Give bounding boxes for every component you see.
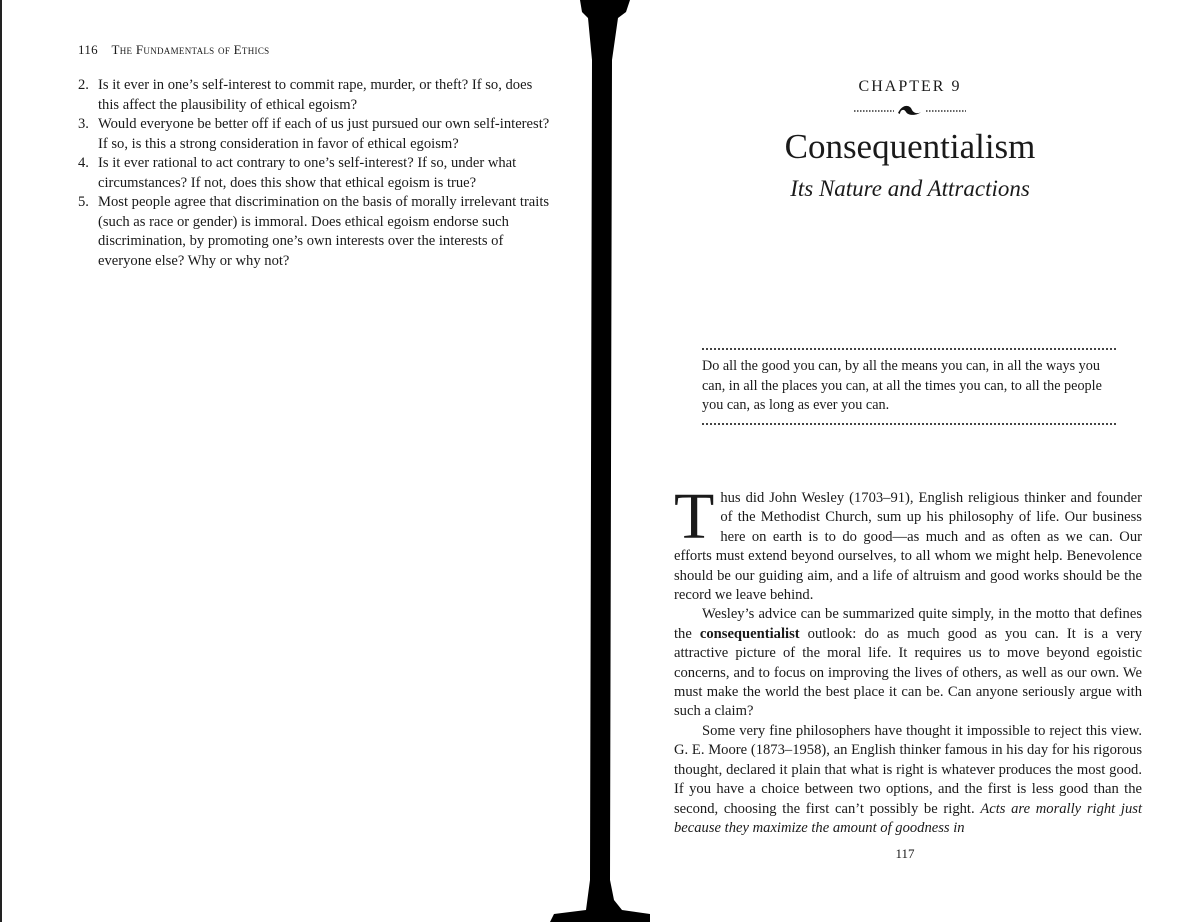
- drop-cap: T: [674, 480, 715, 553]
- question-item: [78, 76, 552, 115]
- question-number: 5.: [78, 194, 89, 210]
- question-number: 4.: [78, 155, 89, 171]
- running-head-title: The Fundamentals of Ethics: [111, 42, 270, 57]
- key-term: consequentialist: [699, 625, 800, 642]
- emphasized-thesis: Acts are morally right just because they maximize the amount of goodness in: [674, 800, 1142, 836]
- question-text: Would everyone be better off if each of us just pursued our own self-interest? If so, is this a strong consideration in favor of ethical egoism?: [98, 116, 550, 152]
- paragraph-text: outlook: do as much good as you can. It is a very attractive picture of the moral life. It requires us to move beyond egoistic concerns, and to focus on improving the lives of others, as well as our own. We must make the world the best place it can be. Can anyone seriously argue with such a claim?: [674, 625, 1143, 720]
- paragraph-text: Some very fine philosophers have thought it impossible to reject this view. G. E. Moore (1873–1958), an English thinker famous in his day for his rigorous thought, declared it plain that what is right is whatever produces the most good. If you have a choice between two options, and the first is less good than the second, choosing the first can’t possibly be right.: [674, 722, 1142, 817]
- question-text: Most people agree that discrimination on the basis of morally irrelevant traits (such as race or gender) is immoral. Does ethical egoism endorse such discrimination, by promoting one’s own interests over the interests of everyone else? Why or why not?: [98, 194, 550, 269]
- question-number: 3.: [78, 116, 89, 132]
- epigraph-bottom-rule: [702, 423, 1116, 425]
- epigraph-top-rule: [702, 348, 1116, 350]
- question-item: [78, 115, 552, 154]
- question-item: [78, 154, 552, 193]
- discussion-questions: [78, 76, 552, 271]
- paragraph-text: hus did John Wesley (1703–91), English religious thinker and founder of the Methodist Church, sum up his philosophy of life. Our business here on earth is to do good—as much and as often as we can. Our efforts must extend beyond ourselves, to all whom we might help. Benevolence should be our guiding aim, and a life of altruism and good works should be the record we leave behind.: [674, 490, 1142, 604]
- right-page-number: 117: [895, 846, 915, 861]
- paragraph: [674, 605, 1142, 721]
- paragraph: [674, 722, 1142, 838]
- chapter-title: Consequentialism: [784, 127, 1036, 166]
- epigraph: Do all the good you can, by all the means you can, in all the ways you can, in all the places you can, at all the times you can, to all the people you can, as long as ever you can.: [702, 358, 1102, 413]
- paragraph: [674, 480, 1142, 605]
- question-item: [78, 193, 552, 271]
- question-text: Is it ever rational to act contrary to one’s self-interest? If so, under what circumstances? If not, does this show that ethical egoism is true?: [98, 155, 517, 191]
- chapter-body: [674, 480, 1143, 838]
- paragraph-text: Wesley’s advice can be summarized quite simply, in the motto that defines the: [674, 606, 1142, 642]
- fleuron-ornament: [850, 102, 970, 118]
- book-gutter-shadow: [550, 0, 650, 922]
- chapter-label: CHAPTER 9: [858, 78, 962, 95]
- question-text: Is it ever in one’s self-interest to commit rape, murder, or theft? If so, does this affect the plausibility of ethical egoism?: [98, 77, 533, 113]
- running-head: [78, 42, 269, 58]
- question-number: 2.: [78, 77, 89, 93]
- chapter-subtitle: Its Nature and Attractions: [790, 176, 1030, 201]
- left-page-number: 116: [78, 42, 98, 57]
- left-page: [0, 0, 584, 922]
